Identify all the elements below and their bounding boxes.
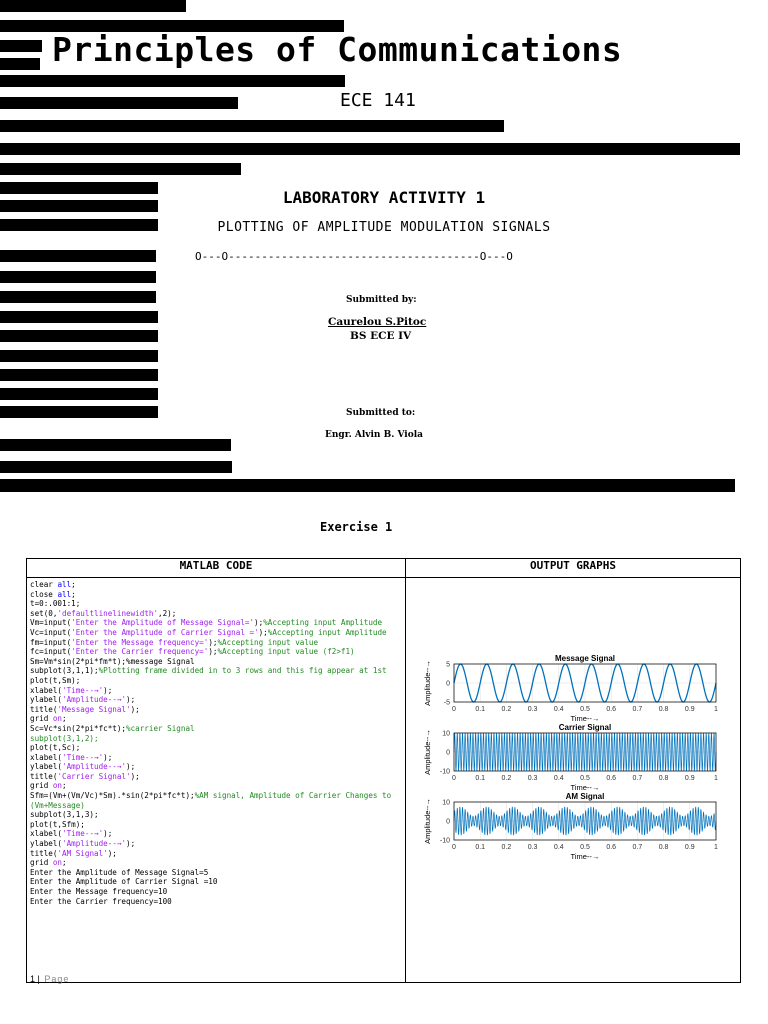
code-block — [30, 580, 402, 906]
code-token: subplot(3,1,3); — [30, 810, 99, 820]
y-tick-label: -10 — [439, 768, 450, 776]
y-tick-label: 0 — [446, 680, 450, 688]
x-tick-label: 0.3 — [527, 706, 538, 713]
x-tick-label: 0.6 — [606, 844, 617, 851]
instructor-name: Engr. Alvin B. Viola — [325, 430, 423, 440]
code-token: 'AM Signal' — [57, 848, 108, 858]
output-graphs-cell — [406, 578, 741, 983]
code-token: 'Amplitude--→' — [62, 839, 127, 849]
y-tick-label: 0 — [446, 818, 450, 826]
code-line — [30, 686, 402, 696]
code-token: clear — [30, 580, 58, 589]
code-token: grid — [30, 714, 53, 724]
code-line — [30, 590, 402, 600]
code-token: ); — [254, 618, 264, 628]
y-tick-label: 0 — [446, 749, 450, 757]
page-label: Page — [44, 974, 70, 984]
code-token: 'Time--→' — [62, 829, 104, 839]
plot-panel — [423, 723, 718, 792]
x-tick-label: 0.4 — [553, 844, 564, 851]
redaction-bar — [0, 461, 232, 473]
code-token: 'Amplitude--→' — [62, 762, 127, 772]
code-line — [30, 829, 402, 839]
code-line — [30, 772, 402, 782]
x-axis-label: Time--→ — [570, 852, 600, 861]
student-name: Caurelou S.Pitoc — [328, 316, 427, 328]
code-token: ); — [103, 685, 113, 695]
redaction-bar — [0, 40, 42, 52]
code-token: ; — [62, 858, 67, 868]
code-line — [30, 781, 402, 791]
x-tick-label: 0.2 — [501, 775, 512, 782]
x-tick-label: 0.3 — [527, 775, 538, 782]
lab-title: LABORATORY ACTIVITY 1 — [282, 188, 486, 207]
x-tick-label: 0.4 — [553, 775, 564, 782]
code-token: ; — [71, 589, 76, 599]
code-token: ylabel( — [30, 762, 63, 772]
signal-line — [454, 733, 716, 770]
redaction-bar — [0, 271, 156, 283]
code-token: ; — [62, 781, 67, 791]
code-token: ); — [126, 839, 136, 849]
code-token: subplot(3,1,1); — [30, 666, 99, 676]
x-tick-label: 0.9 — [684, 844, 695, 851]
x-tick-label: 0 — [452, 706, 456, 713]
code-line — [30, 638, 402, 648]
code-line — [30, 791, 402, 810]
code-token: all — [57, 580, 72, 589]
code-line — [30, 599, 402, 609]
redaction-bar — [0, 311, 158, 323]
submitted-to-label: Submitted to: — [346, 408, 416, 418]
code-token: %Accepting input value — [217, 637, 319, 647]
code-line — [30, 724, 402, 734]
y-tick-label: -10 — [439, 837, 450, 845]
code-token: title( — [30, 848, 58, 858]
redaction-bar — [0, 58, 40, 70]
x-tick-label: 0.1 — [475, 706, 486, 713]
code-token: %Plotting frame divided in to 3 rows and this fig appear at 1st — [98, 666, 387, 676]
code-token: ); — [107, 848, 117, 858]
redaction-bar — [0, 439, 231, 451]
code-token: ); — [208, 637, 218, 647]
code-token: title( — [30, 704, 58, 714]
y-tick-label: -5 — [443, 699, 450, 707]
code-token: close — [30, 589, 58, 599]
code-token: ylabel( — [30, 839, 63, 849]
code-token: ); — [130, 704, 140, 714]
x-tick-label: 0.7 — [632, 844, 643, 851]
code-token: subplot(3,1,2); — [30, 733, 99, 743]
code-line — [30, 647, 402, 657]
x-tick-label: 0.8 — [658, 706, 669, 713]
page-separator: | — [37, 974, 40, 984]
x-tick-label: 0.9 — [684, 706, 695, 713]
code-line — [30, 858, 402, 868]
code-line — [30, 868, 402, 878]
code-line — [30, 676, 402, 686]
code-token: %Accepting input value (f2>f1) — [217, 647, 355, 657]
redaction-bar — [0, 350, 158, 362]
code-token: grid — [30, 781, 53, 791]
y-axis-label: Amplitude--→ — [423, 729, 432, 775]
code-token: xlabel( — [30, 829, 63, 839]
y-tick-label: 10 — [442, 799, 450, 807]
code-line — [30, 743, 402, 753]
code-token: ); — [103, 829, 113, 839]
x-tick-label: 1 — [714, 706, 718, 713]
y-tick-label: 5 — [446, 661, 450, 669]
code-line — [30, 839, 402, 849]
code-token: Sc=Vc*sin(2*pi*fc*t); — [30, 723, 127, 733]
code-token: Sfm=(Vm+(Vm/Vc)*Sm).*sin(2*pi*fc*t); — [30, 791, 195, 801]
output-plots — [406, 578, 740, 978]
code-token: ylabel( — [30, 695, 63, 705]
code-token: ); — [126, 695, 136, 705]
code-token: fc=input( — [30, 647, 72, 657]
x-tick-label: 1 — [714, 844, 718, 851]
code-line — [30, 705, 402, 715]
plot-title: Message Signal — [554, 654, 616, 663]
x-tick-label: 0.1 — [475, 775, 486, 782]
y-tick-label: 10 — [442, 730, 450, 738]
code-token: Enter the Message frequency=10 — [30, 887, 168, 896]
code-token: t=0:.001:1; — [30, 599, 81, 609]
code-token: set(0, — [30, 608, 58, 618]
x-axis-label: Time--→ — [570, 783, 600, 792]
output-graphs-header: OUTPUT GRAPHS — [406, 559, 741, 578]
code-token: xlabel( — [30, 685, 63, 695]
code-token: 'Time--→' — [62, 685, 104, 695]
redaction-bar — [0, 163, 241, 175]
course-code: ECE 141 — [340, 90, 416, 111]
x-tick-label: 0.8 — [658, 775, 669, 782]
redaction-bar — [0, 330, 158, 342]
code-token: xlabel( — [30, 752, 63, 762]
code-token: %Accepting input Amplitude — [263, 618, 383, 628]
code-token: plot(t,Sfm); — [30, 819, 85, 829]
code-token: Vm=input( — [30, 618, 72, 628]
code-token: grid — [30, 858, 53, 868]
redaction-bar — [0, 143, 740, 155]
student-degree: BS ECE IV — [350, 330, 412, 342]
x-tick-label: 0.6 — [606, 706, 617, 713]
submitted-by-label: Submitted by: — [346, 295, 417, 305]
x-tick-label: 0.9 — [684, 775, 695, 782]
code-line — [30, 762, 402, 772]
x-tick-label: 0 — [452, 844, 456, 851]
code-token: 'Amplitude--→' — [62, 695, 127, 705]
x-tick-label: 0.2 — [501, 706, 512, 713]
code-token: on — [52, 714, 63, 724]
code-token: on — [52, 858, 63, 868]
redaction-bar — [0, 291, 156, 303]
code-token: 'Enter the Message frequency=' — [71, 637, 209, 647]
code-token: 'Carrier Signal' — [57, 771, 131, 781]
code-token: Sm=Vm*sin(2*pi*fm*t);%message Signal — [30, 656, 195, 666]
plot-panel — [423, 792, 718, 861]
code-line — [30, 609, 402, 619]
y-axis-label: Amplitude--→ — [423, 660, 432, 706]
code-token: fm=input( — [30, 637, 72, 647]
x-tick-label: 0.7 — [632, 706, 643, 713]
code-token: 'Enter the Amplitude of Carrier Signal =' — [71, 627, 259, 637]
code-token: Enter the Amplitude of Message Signal=5 — [30, 867, 209, 877]
lab-subtitle: PLOTTING OF AMPLITUDE MODULATION SIGNALS — [217, 220, 551, 235]
exercise-title: Exercise 1 — [320, 520, 393, 534]
code-token: ; — [62, 714, 67, 724]
code-token: ); — [103, 752, 113, 762]
x-tick-label: 0.5 — [580, 844, 590, 851]
redaction-bar — [0, 0, 186, 12]
code-line — [30, 753, 402, 763]
y-axis-label: Amplitude--→ — [423, 798, 432, 844]
code-token: ); — [208, 647, 218, 657]
x-tick-label: 0.1 — [475, 844, 486, 851]
code-token: all — [57, 589, 72, 599]
page-number: 1 — [30, 974, 36, 984]
x-axis-label: Time--→ — [570, 714, 600, 723]
plot-title: Carrier Signal — [558, 723, 612, 732]
redaction-bar — [0, 120, 504, 132]
code-token: %AM signal, Amplitude of Carrier Changes to (Vm+Message) — [30, 791, 396, 810]
code-line — [30, 734, 402, 744]
decorative-divider: O---O--------------------------------------O---O — [195, 250, 513, 263]
code-line — [30, 887, 402, 897]
x-tick-label: 0.8 — [658, 844, 669, 851]
code-token: plot(t,Sc); — [30, 743, 81, 753]
code-token: 'Message Signal' — [57, 704, 131, 714]
code-token: ,2); — [158, 608, 177, 618]
code-line — [30, 810, 402, 820]
x-tick-label: 0.3 — [527, 844, 538, 851]
document-title: Principles of Communications — [52, 30, 623, 69]
code-token: 'defaultlinelinewidth' — [57, 608, 159, 618]
code-line — [30, 877, 402, 887]
redaction-bar — [0, 75, 345, 87]
code-line — [30, 714, 402, 724]
plot-title: AM Signal — [565, 792, 605, 801]
code-line — [30, 628, 402, 638]
code-token: 'Enter the Carrier frequency=' — [71, 647, 209, 657]
code-token: ); — [258, 627, 268, 637]
code-line — [30, 897, 402, 907]
x-tick-label: 0.4 — [553, 706, 564, 713]
code-line — [30, 618, 402, 628]
x-tick-label: 0.7 — [632, 775, 643, 782]
redaction-bar — [0, 250, 156, 262]
code-token: ); — [126, 762, 136, 772]
code-token: Enter the Amplitude of Carrier Signal =10 — [30, 877, 218, 887]
matlab-code-header: MATLAB CODE — [27, 559, 406, 578]
redaction-bar — [0, 479, 735, 492]
code-token: ; — [71, 580, 76, 589]
code-token: 'Enter the Amplitude of Message Signal=' — [71, 618, 255, 628]
code-line — [30, 820, 402, 830]
plot-panel — [423, 654, 718, 723]
code-line — [30, 849, 402, 859]
code-line — [30, 657, 402, 667]
code-token: Enter the Carrier frequency=100 — [30, 896, 172, 906]
x-tick-label: 0.5 — [580, 775, 590, 782]
code-line — [30, 666, 402, 676]
code-token: title( — [30, 771, 58, 781]
redaction-bar — [0, 97, 238, 109]
code-token: %carrier Signal — [126, 723, 195, 733]
code-token: %Accepting input Amplitude — [267, 627, 387, 637]
matlab-code-cell — [27, 578, 406, 983]
x-tick-label: 0.2 — [501, 844, 512, 851]
page-footer — [30, 974, 69, 984]
code-token: on — [52, 781, 63, 791]
code-token: plot(t,Sm); — [30, 675, 81, 685]
code-token: ); — [130, 771, 140, 781]
x-tick-label: 1 — [714, 775, 718, 782]
redaction-bar — [0, 369, 158, 381]
x-tick-label: 0.5 — [580, 706, 590, 713]
x-tick-label: 0.6 — [606, 775, 617, 782]
code-token: Vc=input( — [30, 627, 72, 637]
code-line — [30, 695, 402, 705]
redaction-bar — [0, 406, 158, 418]
exercise-table — [26, 558, 741, 983]
redaction-bar — [0, 388, 158, 400]
code-token: 'Time--→' — [62, 752, 104, 762]
x-tick-label: 0 — [452, 775, 456, 782]
code-line — [30, 580, 402, 590]
